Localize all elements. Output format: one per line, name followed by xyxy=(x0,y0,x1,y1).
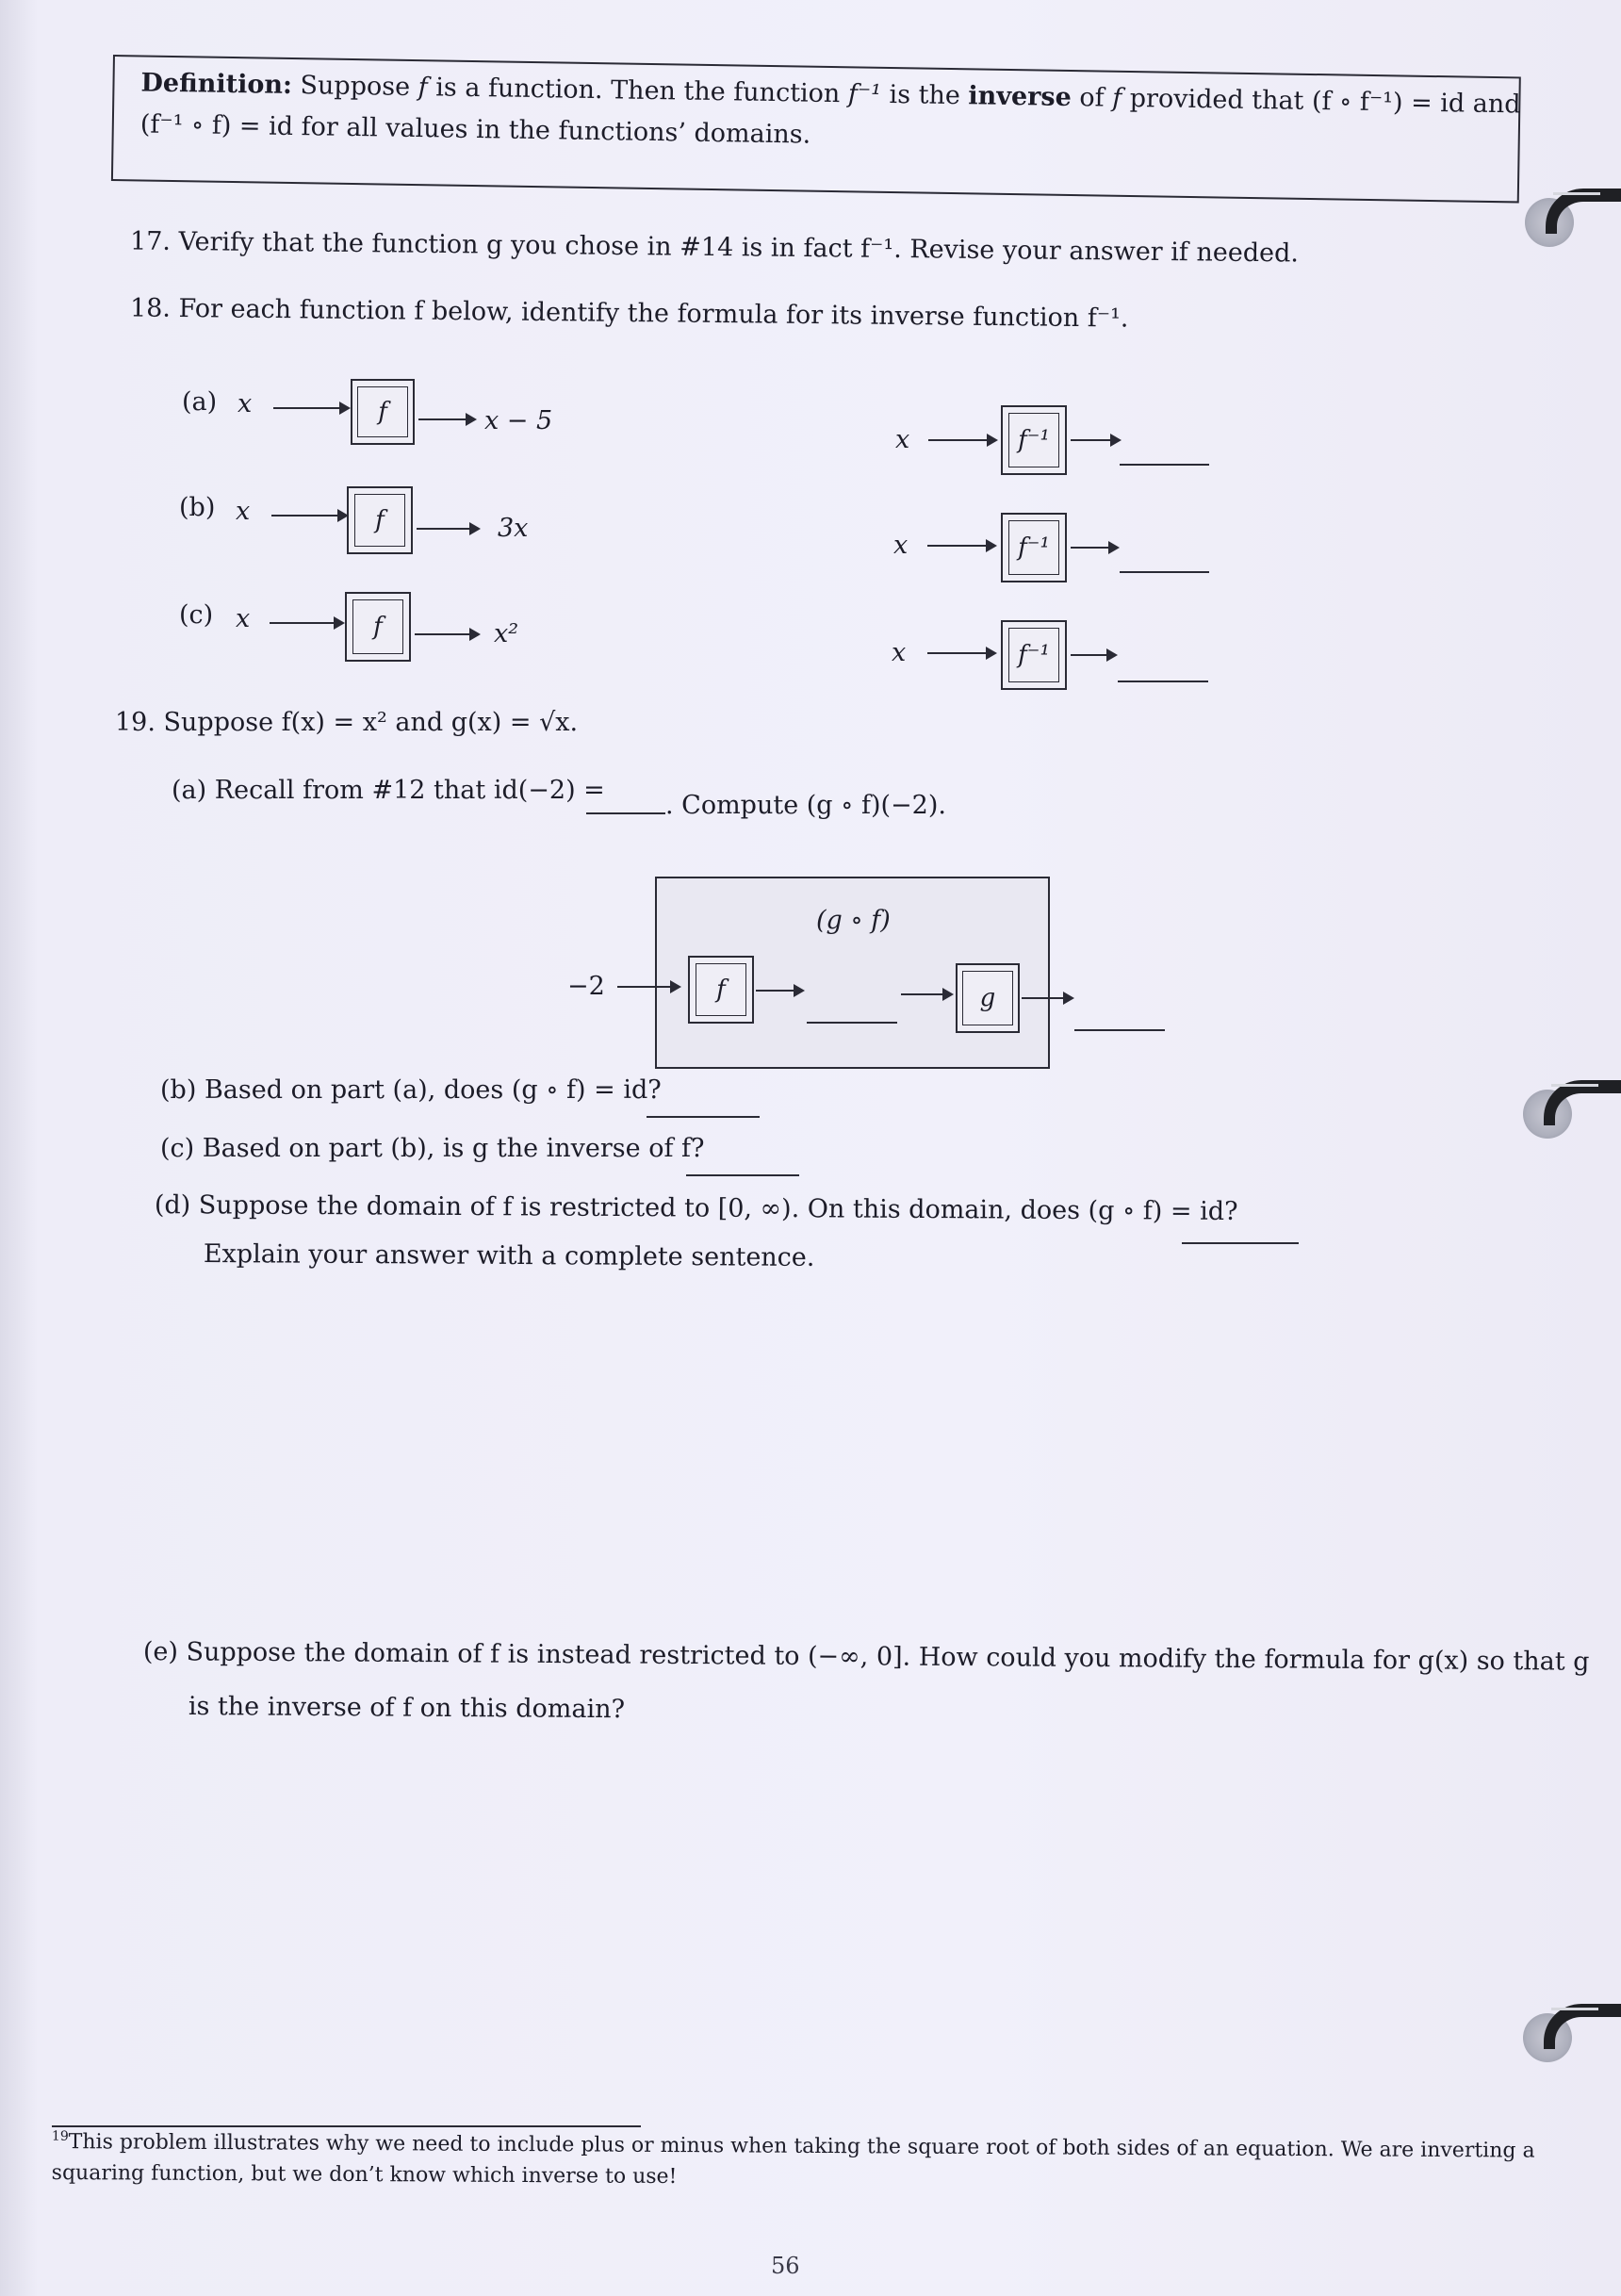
definition-line-2: (f⁻¹ ∘ f) = id for all values in the functions’ domains. xyxy=(139,109,811,150)
q19-part-d-explain: Explain your answer with a complete sentence. xyxy=(203,1239,815,1272)
q19-part-a-compute: . Compute (g ∘ f)(−2). xyxy=(665,791,946,820)
binder-ring-icon xyxy=(1523,1080,1613,1146)
arrow-icon xyxy=(756,990,803,992)
question-17-text: Verify that the function g you chose in #14 is in fact f⁻¹. Revise your answer if needed. xyxy=(178,227,1300,269)
q18-item-b-output: 3x xyxy=(498,514,529,543)
q18-item-b-input: x xyxy=(236,497,251,526)
arrow-icon xyxy=(270,622,343,624)
arrow-icon xyxy=(273,407,349,409)
q19-part-a-text: Recall from #12 that id(−2) = xyxy=(214,776,605,805)
definition-text: is a function. Then the function xyxy=(427,73,849,109)
q18-item-c-inv-input: x xyxy=(892,638,907,667)
question-number: 17. xyxy=(129,226,172,256)
arrow-icon xyxy=(1071,439,1120,441)
arrow-icon xyxy=(417,528,479,530)
part-label: (e) xyxy=(142,1637,179,1667)
answer-blank-19c[interactable] xyxy=(686,1174,799,1176)
arrow-icon xyxy=(1071,654,1116,656)
q19-part-b xyxy=(160,1074,662,1107)
function-box-label: f xyxy=(354,494,406,547)
q18-item-c-label: (c) xyxy=(179,600,214,630)
q18-item-a-inv-input: x xyxy=(895,425,910,454)
footnote xyxy=(52,2126,1535,2198)
definition-text: is the xyxy=(880,79,969,111)
arrow-icon xyxy=(1022,997,1072,999)
definition-text: provided that (f ∘ f⁻¹) = id and xyxy=(1121,83,1521,120)
q18-item-c-output: x² xyxy=(494,619,519,648)
q19-part-c-text: Based on part (b), is g the inverse of f? xyxy=(202,1134,705,1163)
question-18 xyxy=(130,292,1129,335)
answer-blank-19a-id[interactable] xyxy=(586,812,665,814)
definition-line-1 xyxy=(140,68,1521,119)
arrow-icon xyxy=(928,439,996,441)
question-number: 18. xyxy=(129,293,172,323)
arrow-icon xyxy=(1071,547,1118,549)
function-box-g xyxy=(956,963,1020,1033)
answer-blank-18b[interactable] xyxy=(1120,571,1209,573)
definition-finv: f⁻¹ xyxy=(847,79,882,109)
binder-ring-icon xyxy=(1525,189,1614,254)
arrow-icon xyxy=(418,418,475,420)
question-17 xyxy=(130,226,1299,271)
q19-part-d xyxy=(155,1189,1238,1228)
q18-item-b-label: (b) xyxy=(179,493,216,522)
definition-inverse-term: inverse xyxy=(968,81,1072,112)
answer-blank-19b[interactable] xyxy=(647,1116,760,1118)
definition-f: f xyxy=(1111,83,1122,113)
function-box-label: f xyxy=(357,386,407,438)
part-label: (a) xyxy=(172,776,207,805)
definition-f: f xyxy=(418,73,428,103)
part-label: (c) xyxy=(160,1134,195,1163)
q18-item-a-input: x xyxy=(237,389,253,418)
function-box-f-inverse xyxy=(1001,620,1067,690)
q19-part-e-text-2: is the inverse of f on this domain? xyxy=(188,1692,626,1725)
definition-text: of xyxy=(1071,82,1113,113)
question-19 xyxy=(115,707,578,739)
footnote-line-2: squaring function, but we don’t know which inverse to use! xyxy=(51,2160,678,2189)
arrow-icon xyxy=(927,545,995,547)
page-number: 56 xyxy=(771,2253,800,2279)
function-box-f-inverse xyxy=(1001,513,1067,582)
question-18-text: For each function f below, identify the formula for its inverse function f⁻¹. xyxy=(178,293,1129,334)
arrow-icon xyxy=(617,986,680,988)
function-box-f xyxy=(345,592,411,662)
answer-blank-f-of-minus-2[interactable] xyxy=(807,1022,897,1024)
answer-blank-18c[interactable] xyxy=(1118,681,1208,682)
q19-part-c xyxy=(160,1133,705,1165)
function-box-f-inverse xyxy=(1001,405,1067,475)
footnote-line-1: This problem illustrates why we need to include plus or minus when taking the square root of both sides of an equation. We are inverting a xyxy=(68,2130,1535,2163)
part-label: (d) xyxy=(154,1190,191,1221)
q19-part-d-text: Suppose the domain of f is restricted to [0, ∞). On this domain, does (g ∘ f) = id? xyxy=(198,1190,1238,1227)
q19-part-e-text: Suppose the domain of f is instead restricted to (−∞, 0]. How could you modify the formula for g(x) so that g xyxy=(186,1637,1590,1677)
definition-label: Definition: xyxy=(140,68,293,100)
function-box-f xyxy=(351,379,415,445)
composition-input: −2 xyxy=(567,972,605,1001)
footnote-marker: 19 xyxy=(51,2128,69,2144)
question-number: 19. xyxy=(115,708,156,737)
function-box-f xyxy=(347,486,413,554)
arrow-icon xyxy=(927,652,995,654)
definition-text: Suppose xyxy=(300,71,418,103)
arrow-icon xyxy=(271,515,347,517)
function-box-label: f⁻¹ xyxy=(1008,520,1060,575)
composition-title: (g ∘ f) xyxy=(816,906,891,935)
q19-part-e xyxy=(143,1636,1590,1678)
part-label: (b) xyxy=(160,1075,197,1105)
definition-box xyxy=(111,55,1521,203)
binder-ring-icon xyxy=(1523,2004,1613,2070)
q19-part-b-text: Based on part (a), does (g ∘ f) = id? xyxy=(204,1075,662,1105)
function-box-label: g xyxy=(962,971,1012,1025)
q18-item-c-input: x xyxy=(236,604,251,633)
function-box-f xyxy=(688,956,754,1024)
answer-blank-gof-of-minus-2[interactable] xyxy=(1074,1029,1165,1031)
answer-blank-18a[interactable] xyxy=(1120,464,1209,466)
function-box-label: f⁻¹ xyxy=(1008,413,1060,467)
arrow-icon xyxy=(901,993,952,995)
q18-item-b-inv-input: x xyxy=(893,531,909,560)
function-box-label: f xyxy=(352,599,404,654)
q18-item-a-label: (a) xyxy=(182,387,218,417)
function-box-label: f xyxy=(696,963,747,1016)
q19-part-a xyxy=(172,775,605,807)
answer-blank-19d[interactable] xyxy=(1182,1242,1299,1244)
question-19-text: Suppose f(x) = x² and g(x) = √x. xyxy=(163,708,579,737)
function-box-label: f⁻¹ xyxy=(1008,628,1060,682)
q18-item-a-output: x − 5 xyxy=(484,406,553,435)
arrow-icon xyxy=(415,633,479,635)
